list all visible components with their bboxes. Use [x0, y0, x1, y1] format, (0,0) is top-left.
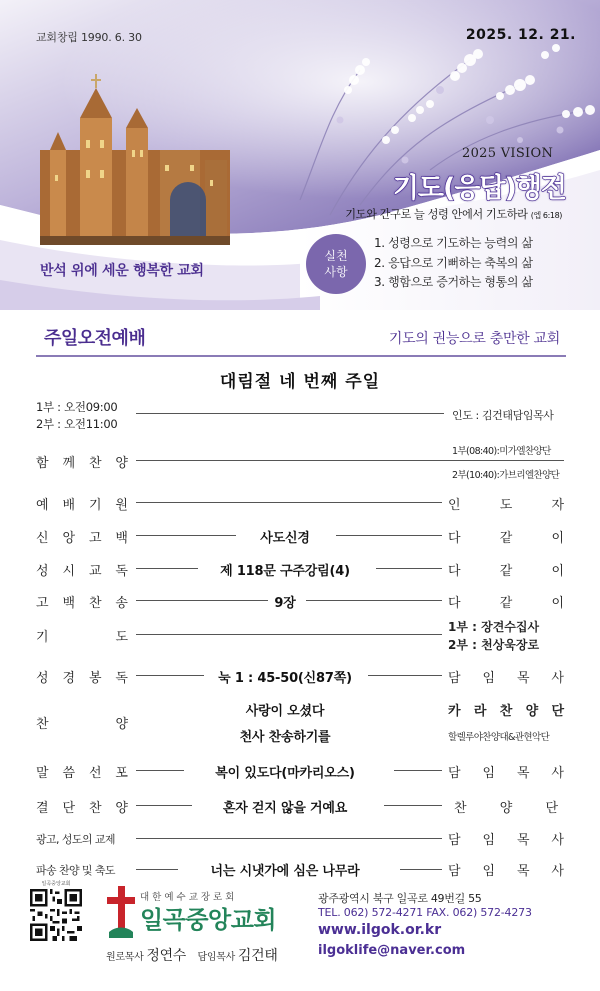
- glyph: 다: [448, 531, 461, 546]
- glyph: 임: [482, 833, 496, 848]
- dotted-leader-line: [394, 770, 442, 771]
- dotted-leader-line: [136, 838, 442, 839]
- choir-first-service: 1부(08:40):미가엘찬양단: [452, 446, 551, 457]
- dotted-leader-line: [136, 634, 442, 635]
- order-leader-anthem-2: 할렐루야찬양대&관현악단: [448, 732, 550, 743]
- vision-verse-ref: (엡 6:18): [530, 211, 562, 220]
- practice-item: 2. 응답으로 기뻐하는 축복의 삶: [374, 255, 533, 270]
- vision-title: 기도(응답)행전: [392, 173, 566, 204]
- glyph: 말: [36, 766, 49, 781]
- senior-pastor-name: 김건태: [237, 948, 278, 964]
- glyph: 목: [516, 864, 530, 879]
- choir-second-service: 2부(10:40):가브리엘찬양단: [452, 470, 560, 481]
- glyph: 송: [115, 596, 128, 611]
- glyph: 같: [499, 531, 513, 546]
- practice-list: [374, 234, 533, 293]
- order-label-benediction: 파송 찬양 및 축도: [36, 864, 115, 877]
- service-slogan: 기도의 권능으로 충만한 교회: [388, 331, 560, 347]
- glyph: 임: [482, 864, 496, 879]
- church-motto: 반석 위에 세운 행복한 교회: [40, 263, 204, 279]
- glyph: 도: [499, 498, 513, 513]
- order-label-praise: [36, 452, 128, 471]
- glyph: 고: [36, 596, 49, 611]
- order-leader-anthem-1: [448, 700, 564, 719]
- order-label-responsive-reading: [36, 560, 128, 579]
- glyph: 담: [448, 671, 461, 686]
- glyph: 같: [499, 596, 513, 611]
- glyph: 찬: [88, 456, 102, 471]
- order-title-benediction: 너는 시냇가에 심은 나무라: [210, 864, 360, 879]
- order-leader-sermon: [448, 762, 564, 781]
- bulletin-date: 2025. 12. 21.: [465, 27, 576, 43]
- glyph: 사: [551, 833, 564, 848]
- glyph: 께: [62, 456, 76, 471]
- glyph: 찬: [499, 704, 513, 719]
- glyph: 목: [516, 766, 530, 781]
- founded-date: 교회창립 1990. 6. 30: [36, 31, 142, 44]
- order-title-scripture: 눅 1 : 45-50(신87쪽): [218, 671, 352, 686]
- glyph: 신: [36, 531, 49, 546]
- dotted-leader-line: [306, 600, 442, 601]
- dotted-leader-line: [384, 805, 442, 806]
- order-title-sermon: 복이 있도다(마카리오스): [215, 766, 355, 781]
- order-leader-scripture: [448, 667, 564, 686]
- glyph: 양: [525, 704, 539, 719]
- glyph: 도: [115, 630, 128, 645]
- qr-caption: 일곡중앙교회: [41, 881, 71, 887]
- order-label-announcements: 광고, 성도의 교제: [36, 833, 115, 846]
- glyph: 양: [115, 717, 128, 732]
- practice-badge-line1: 실천: [324, 248, 348, 263]
- glyph: 함: [36, 456, 49, 471]
- glyph: 씀: [62, 766, 76, 781]
- church-address: 광주광역시 북구 일곡로 49번길 55: [318, 892, 482, 905]
- title-divider: [36, 355, 566, 357]
- glyph: 이: [551, 596, 564, 611]
- dotted-leader-line: [336, 535, 442, 536]
- pastor-emeritus-title: 원로목사: [106, 952, 144, 963]
- dotted-leader-line: [368, 675, 442, 676]
- glyph: 임: [482, 671, 496, 686]
- vision-year: 2025 VISION: [462, 146, 554, 161]
- glyph: 다: [448, 564, 461, 579]
- order-title-responsive-reading: 제 118문 구주강림(4): [220, 564, 350, 579]
- dotted-leader-line: [136, 502, 442, 503]
- order-title-anthem-2: 천사 찬송하기를: [239, 730, 331, 745]
- glyph: 인: [448, 498, 461, 513]
- glyph: 배: [62, 498, 76, 513]
- glyph: 임: [482, 766, 496, 781]
- order-title-hymn: 9장: [274, 596, 296, 611]
- pastor-emeritus-name: 정연수: [146, 948, 187, 964]
- order-label-sermon: [36, 762, 128, 781]
- glyph: 고: [88, 531, 102, 546]
- glyph: 사: [551, 864, 564, 879]
- order-leader-benediction: [448, 860, 564, 879]
- glyph: 이: [551, 564, 564, 579]
- order-leader-announcements: [448, 829, 564, 848]
- qr-block: [30, 880, 82, 945]
- glyph: 사: [551, 766, 564, 781]
- glyph: 선: [88, 766, 102, 781]
- service-time-2: 2부 : 오전11:00: [36, 417, 118, 431]
- practice-badge: [306, 234, 366, 294]
- vision-verse-text: 기도와 간구로 늘 성령 안에서 기도하라: [345, 208, 528, 221]
- glyph: 원: [115, 498, 128, 513]
- glyph: 담: [448, 833, 461, 848]
- order-leader-hymn: [448, 592, 564, 611]
- dotted-leader-line: [136, 413, 444, 414]
- bulletin-header: [0, 0, 600, 310]
- service-time-1: 1부 : 오전09:00: [36, 400, 118, 414]
- order-leader-invocation: [448, 494, 564, 513]
- church-website-link[interactable]: www.ilgok.or.kr: [318, 922, 442, 938]
- glyph: 성: [36, 671, 49, 686]
- order-leader-prayer-2: 2부 : 천상욱장로: [448, 638, 540, 652]
- glyph: 양: [115, 456, 128, 471]
- glyph: 백: [115, 531, 128, 546]
- glyph: 앙: [62, 531, 76, 546]
- order-label-commitment: [36, 797, 128, 816]
- dotted-leader-line: [136, 460, 564, 461]
- glyph: 목: [516, 671, 530, 686]
- glyph: 백: [62, 596, 76, 611]
- order-label-invocation: [36, 494, 128, 513]
- order-leader-responsive-reading: [448, 560, 564, 579]
- denomination: 대한예수교장로회: [140, 892, 238, 903]
- glyph: 같: [499, 564, 513, 579]
- order-leader-prayer-1: 1부 : 장견수집사: [448, 620, 540, 634]
- practice-badge-line2: 사항: [324, 265, 348, 279]
- vision-verse: [345, 206, 562, 222]
- service-times: [36, 399, 117, 433]
- practice-item: 3. 행함으로 증거하는 형통의 삶: [374, 275, 533, 289]
- glyph: 교: [88, 564, 102, 579]
- glyph: 시: [62, 564, 76, 579]
- glyph: 양: [499, 801, 513, 816]
- order-label-scripture: [36, 667, 128, 686]
- glyph: 사: [551, 671, 564, 686]
- qr-code-icon[interactable]: [30, 889, 82, 941]
- glyph: 찬: [36, 717, 49, 732]
- glyph: 담: [448, 864, 461, 879]
- order-label-hymn: [36, 592, 128, 611]
- church-email-link[interactable]: ilgoklife@naver.com: [318, 943, 466, 958]
- glyph: 찬: [454, 801, 467, 816]
- glyph: 찬: [88, 596, 102, 611]
- practice-item: 1. 성령으로 기도하는 능력의 삶: [374, 236, 533, 250]
- glyph: 이: [551, 531, 564, 546]
- glyph: 단: [545, 801, 558, 816]
- service-title: 주일오전예배: [44, 328, 146, 349]
- glyph: 목: [516, 833, 530, 848]
- glyph: 예: [36, 498, 49, 513]
- glyph: 단: [62, 801, 76, 816]
- order-title-anthem-1: 사랑이 오셨다: [245, 704, 325, 719]
- glyph: 라: [473, 704, 487, 719]
- glyph: 독: [115, 564, 128, 579]
- glyph: 찬: [88, 801, 102, 816]
- glyph: 봉: [88, 671, 102, 686]
- dotted-leader-line: [376, 568, 442, 569]
- service-leader-note: 인도 : 김건태담임목사: [452, 409, 554, 422]
- glyph: 담: [448, 766, 461, 781]
- church-name: 일곡중앙교회: [140, 906, 277, 934]
- order-label-anthem: [36, 713, 128, 732]
- glyph: 독: [115, 671, 128, 686]
- order-title-commitment: 혼자 걷지 않을 거예요: [222, 801, 348, 816]
- order-leader-creed: [448, 527, 564, 546]
- order-label-creed: [36, 527, 128, 546]
- senior-pastor-title: 담임목사: [197, 952, 235, 963]
- pastors: [106, 945, 278, 965]
- glyph: 기: [88, 498, 102, 513]
- glyph: 자: [551, 498, 564, 513]
- cross-logo-icon: [106, 886, 136, 938]
- dotted-leader-line: [400, 869, 442, 870]
- glyph: 경: [62, 671, 76, 686]
- order-label-prayer: [36, 626, 128, 645]
- glyph: 성: [36, 564, 49, 579]
- church-phone-fax: TEL. 062) 572-4271 FAX. 062) 572-4273: [318, 906, 532, 919]
- glyph: 결: [36, 801, 49, 816]
- glyph: 포: [115, 766, 128, 781]
- glyph: 기: [36, 630, 49, 645]
- glyph: 양: [115, 801, 128, 816]
- sunday-title: 대림절 네 번째 주일: [219, 372, 381, 392]
- glyph: 단: [551, 704, 564, 719]
- order-leader-commitment: [448, 797, 564, 816]
- order-title-creed: 사도신경: [260, 531, 310, 546]
- glyph: 카: [448, 704, 461, 719]
- glyph: 다: [448, 596, 461, 611]
